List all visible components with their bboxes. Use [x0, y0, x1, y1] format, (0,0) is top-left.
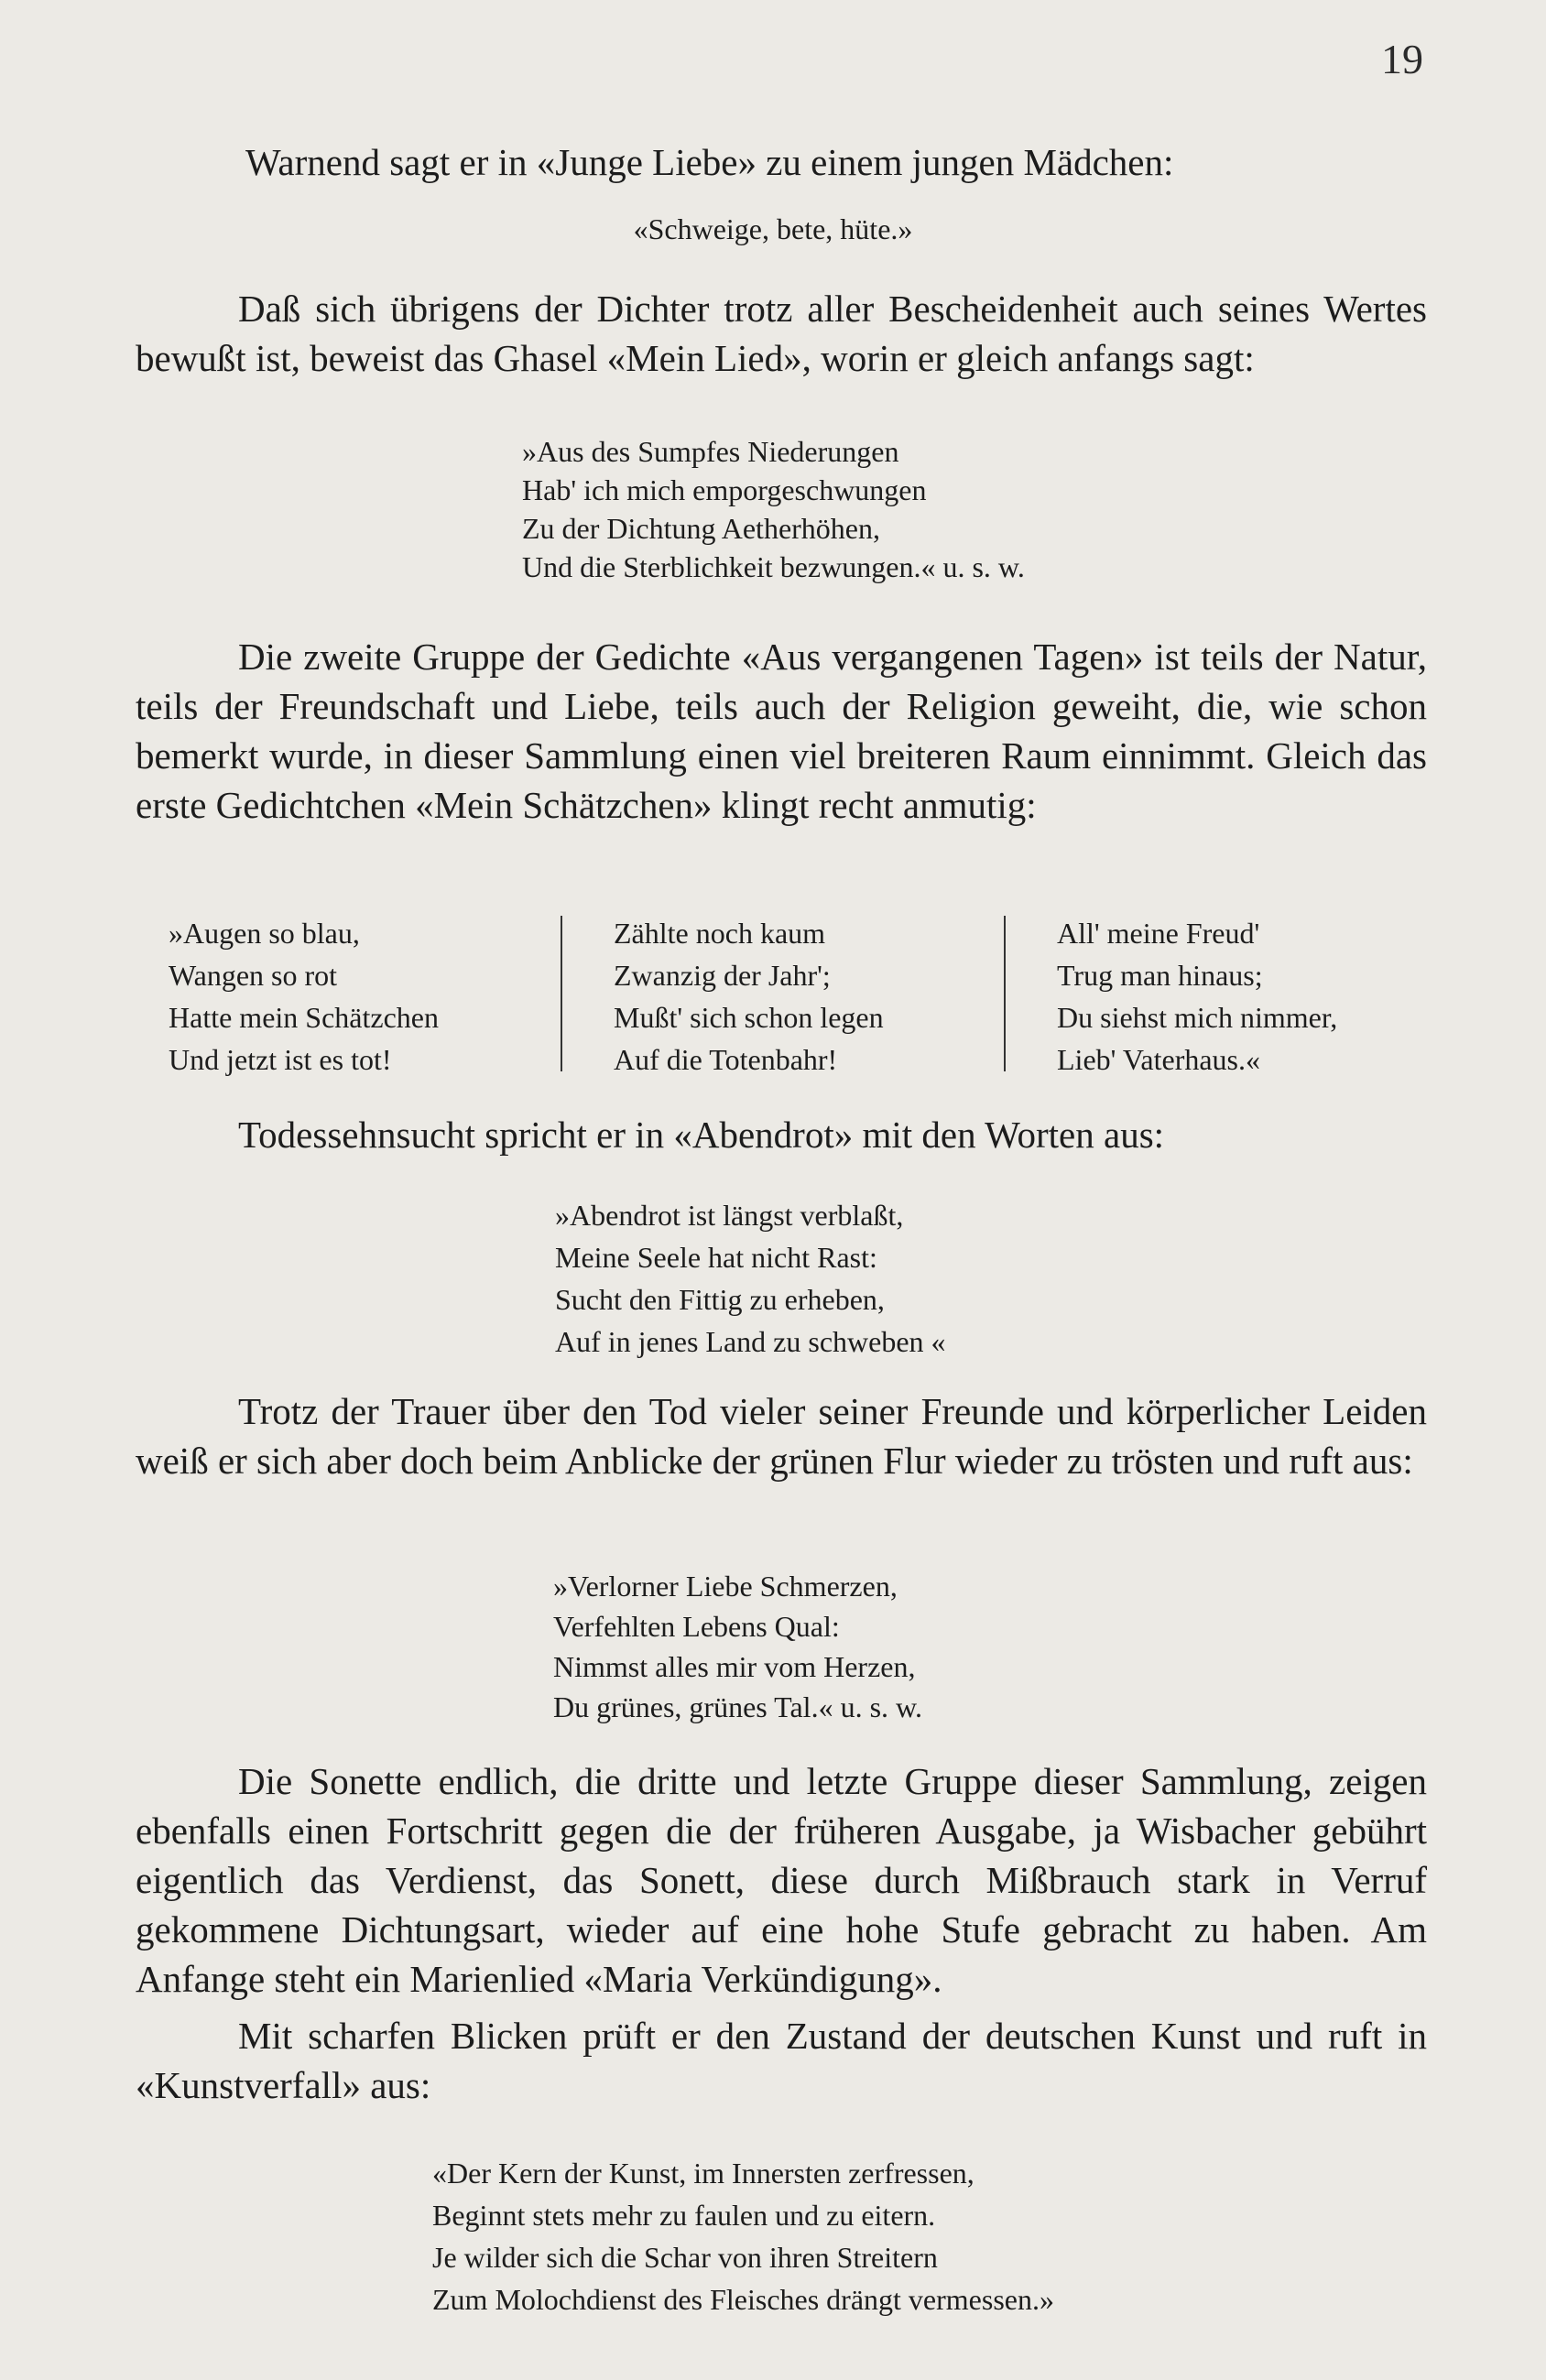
verse-line: Du siehst mich nimmer,	[1057, 1001, 1338, 1034]
verse-line: Wangen so rot	[169, 959, 338, 992]
verse-line: All' meine Freud'	[1057, 917, 1260, 950]
verse-mein-lied	[522, 432, 1025, 586]
verse-line: «Der Kern der Kunst, im Innersten zerfressen,	[432, 2157, 974, 2190]
verse-line: Zum Molochdienst des Fleisches drängt vermessen.»	[432, 2283, 1054, 2316]
verse-line: Verfehlten Lebens Qual:	[553, 1610, 840, 1643]
verse-schaetzchen-col-2	[614, 912, 884, 1081]
paragraph-5	[136, 1756, 1427, 2004]
verse-abendrot	[555, 1194, 946, 1363]
paragraph-3	[136, 1110, 1427, 1159]
verse-line: Und jetzt ist es tot!	[169, 1043, 392, 1076]
verse-line: Beginnt stets mehr zu faulen und zu eitern.	[432, 2199, 936, 2232]
paragraph-4	[136, 1386, 1427, 1485]
verse-line: Zu der Dichtung Aetherhöhen,	[522, 512, 880, 545]
verse-line: Trug man hinaus;	[1057, 959, 1263, 992]
verse-gruenes-tal	[553, 1566, 922, 1727]
verse-line: Auf in jenes Land zu schweben «	[555, 1325, 946, 1358]
paragraph-2-text: Die zweite Gruppe der Gedichte «Aus vergangenen Tagen» ist teils der Natur, teils der Freundschaft und Liebe, teils auch der Religion geweiht, die, wie schon bemerkt wurde, in dieser Sammlung einen viel breiteren Raum einnimmt. Gleich das erste Gedichtchen «Mein Schätzchen» klingt recht anmutig:	[136, 636, 1427, 826]
column-divider	[561, 916, 562, 1071]
paragraph-6-text: Mit scharfen Blicken prüft er den Zustand der deutschen Kunst und ruft in «Kunstverfall» aus:	[136, 2015, 1427, 2106]
verse-line: Meine Seele hat nicht Rast:	[555, 1241, 877, 1274]
verse-schaetzchen-col-1	[169, 912, 439, 1081]
verse-line: Hab' ich mich emporgeschwungen	[522, 473, 927, 506]
verse-line: »Verlorner Liebe Schmerzen,	[553, 1570, 898, 1603]
paragraph-3-text: Todessehnsucht spricht er in «Abendrot» mit den Worten aus:	[238, 1114, 1165, 1156]
paragraph-2	[136, 632, 1427, 830]
verse-kunstverfall	[432, 2152, 1054, 2320]
intro-line: Warnend sagt er in «Junge Liebe» zu einem jungen Mädchen:	[245, 141, 1174, 183]
verse-line: Zwanzig der Jahr';	[614, 959, 831, 992]
page-number: 19	[1381, 36, 1423, 82]
verse-line: Du grünes, grünes Tal.« u. s. w.	[553, 1690, 923, 1723]
column-divider	[1004, 916, 1006, 1071]
verse-line: Zählte noch kaum	[614, 917, 826, 950]
verse-schaetzchen-col-3	[1057, 912, 1337, 1081]
verse-line: Mußt' sich schon legen	[614, 1001, 884, 1034]
verse-line: »Abendrot ist längst verblaßt,	[555, 1199, 904, 1232]
verse-line: Hatte mein Schätzchen	[169, 1001, 439, 1034]
paragraph-5-text: Die Sonette endlich, die dritte und letzte Gruppe dieser Sammlung, zeigen ebenfalls einen Fortschritt gegen die der früheren Ausgabe, ja Wisbacher gebührt eigentlich das Verdienst, das Sonett, diese durch Mißbrauch stark in Verruf gekommene Dichtungsart, wieder auf eine hohe Stufe gebracht zu haben. Am Anfange steht ein Marienlied «Maria Verkündigung».	[136, 1760, 1427, 2000]
verse-line: Auf die Totenbahr!	[614, 1043, 838, 1076]
paragraph-1	[136, 284, 1427, 383]
quote-short: «Schweige, bete, hüte.»	[633, 212, 913, 245]
verse-line: Je wilder sich die Schar von ihren Streitern	[432, 2241, 938, 2274]
verse-line: »Augen so blau,	[169, 917, 360, 950]
verse-line: Sucht den Fittig zu erheben,	[555, 1283, 885, 1316]
verse-line: Lieb' Vaterhaus.«	[1057, 1043, 1260, 1076]
paragraph-1-text: Daß sich übrigens der Dichter trotz aller Bescheidenheit auch seines Wertes bewußt ist, beweist das Ghasel «Mein Lied», worin er gleich anfangs sagt:	[136, 288, 1427, 379]
paragraph-4-text: Trotz der Trauer über den Tod vieler seiner Freunde und körperlicher Leiden weiß er sich aber doch beim Anblicke der grünen Flur wieder zu trösten und ruft aus:	[136, 1390, 1427, 1482]
verse-line: Nimmst alles mir vom Herzen,	[553, 1650, 916, 1683]
verse-line: Und die Sterblichkeit bezwungen.« u. s. w.	[522, 550, 1025, 583]
verse-line: »Aus des Sumpfes Niederungen	[522, 435, 899, 468]
paragraph-6	[136, 2011, 1427, 2110]
